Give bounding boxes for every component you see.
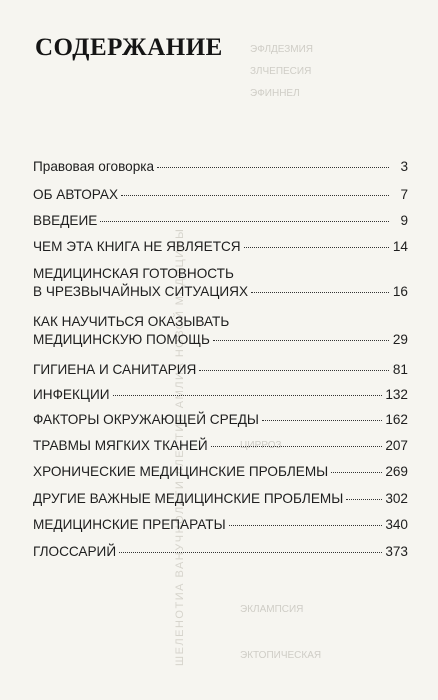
toc-entry-title: ГЛОССАРИЙ (33, 544, 117, 559)
toc-entry-page: 16 (392, 284, 408, 299)
toc-entry-title: МЕДИЦИНСКИЕ ПРЕПАРАТЫ (33, 517, 226, 532)
toc-entry-title: ХРОНИЧЕСКИЕ МЕДИЦИНСКИЕ ПРОБЛЕМЫ (33, 464, 329, 479)
toc-entry-other-problems (33, 490, 408, 508)
toc-entry-title: ДРУГИЕ ВАЖНЫЕ МЕДИЦИНСКИЕ ПРОБЛЕМЫ (33, 491, 344, 506)
toc-entry-environment (33, 411, 408, 429)
toc-entry-page: 207 (385, 438, 408, 453)
toc-entry-title: ОБ АВТОРАХ (33, 187, 119, 202)
toc-entry-learn-medical-help (33, 313, 408, 349)
dot-leader (211, 445, 383, 447)
toc-entry-page: 3 (400, 159, 408, 174)
toc-entry-legal-disclaimer (33, 158, 408, 176)
dot-leader (157, 166, 389, 168)
dot-leader (262, 419, 382, 421)
toc-entry-what-book-is-not (33, 238, 408, 256)
toc-entry-title: ТРАВМЫ МЯГКИХ ТКАНЕЙ (33, 438, 208, 453)
dot-leader (199, 369, 389, 371)
dot-leader (229, 524, 383, 526)
toc-entry-page: 132 (385, 387, 408, 402)
dot-leader (213, 339, 389, 341)
dot-leader (113, 394, 383, 396)
show-through-background: ЭФЛДЕЗМИЯ ЗЛЧЕПЕСИЯ ЭФИННЕЛ ЦИРРОЗ ЭКЛАМПСИЯ ЭКТОПИЧЕСКАЯ ШЕЛЕНОТИА ВАНУЧНОЛАТИ ЛЛЕСТИЯ АМЛИА НОВОЙ МЕДИЦИНЫ (174, 44, 322, 666)
toc-entry-title: ИНФЕКЦИИ (33, 387, 110, 402)
toc-entry-hygiene (33, 361, 408, 379)
toc-entry-medical-preparedness (33, 265, 408, 301)
toc-entry-title: ВВЕДЕИЕ (33, 213, 98, 228)
toc-entry-title: МЕДИЦИНСКУЮ ПОМОЩЬ (33, 332, 210, 347)
dot-leader (100, 220, 389, 222)
dot-leader (244, 246, 389, 248)
page-title: СОДЕРЖАНИЕ (35, 34, 223, 61)
toc-entry-glossary (33, 543, 408, 561)
toc-entry-chronic (33, 463, 408, 481)
dot-leader (251, 291, 389, 293)
toc-entry-page: 269 (385, 464, 408, 479)
toc-entry-page: 29 (392, 332, 408, 347)
toc-entry-title: В ЧРЕЗВЫЧАЙНЫХ СИТУАЦИЯХ (33, 284, 249, 299)
toc-entry-page: 9 (400, 213, 408, 228)
toc-entry-page: 302 (385, 491, 408, 506)
toc-entry-page: 340 (385, 517, 408, 532)
toc-entry-title: ГИГИЕНА И САНИТАРИЯ (33, 362, 197, 377)
toc-entry-page: 162 (385, 412, 408, 427)
toc-entry-title: ФАКТОРЫ ОКРУЖАЮЩЕЙ СРЕДЫ (33, 412, 259, 427)
toc-entry-about-authors (33, 186, 408, 204)
toc-entry-soft-tissue (33, 437, 408, 455)
toc-entry-title-line1: МЕДИЦИНСКАЯ ГОТОВНОСТЬ (33, 266, 234, 281)
dot-leader (121, 194, 389, 196)
toc-entry-page: 81 (392, 362, 408, 377)
toc-entry-title-line1: КАК НАУЧИТЬСЯ ОКАЗЫВАТЬ (33, 314, 230, 329)
toc-entry-page: 373 (385, 544, 408, 559)
dot-leader (331, 471, 382, 473)
dot-leader (119, 551, 382, 553)
toc-entry-page: 14 (392, 239, 408, 254)
toc-entry-title: ЧЕМ ЭТА КНИГА НЕ ЯВЛЯЕТСЯ (33, 239, 241, 254)
toc-entry-page: 7 (400, 187, 408, 202)
toc-entry-introduction (33, 212, 408, 230)
toc-entry-infections (33, 386, 408, 404)
toc-entry-medications (33, 516, 408, 534)
toc-entry-title: Правовая оговорка (33, 159, 155, 174)
dot-leader (346, 498, 382, 500)
